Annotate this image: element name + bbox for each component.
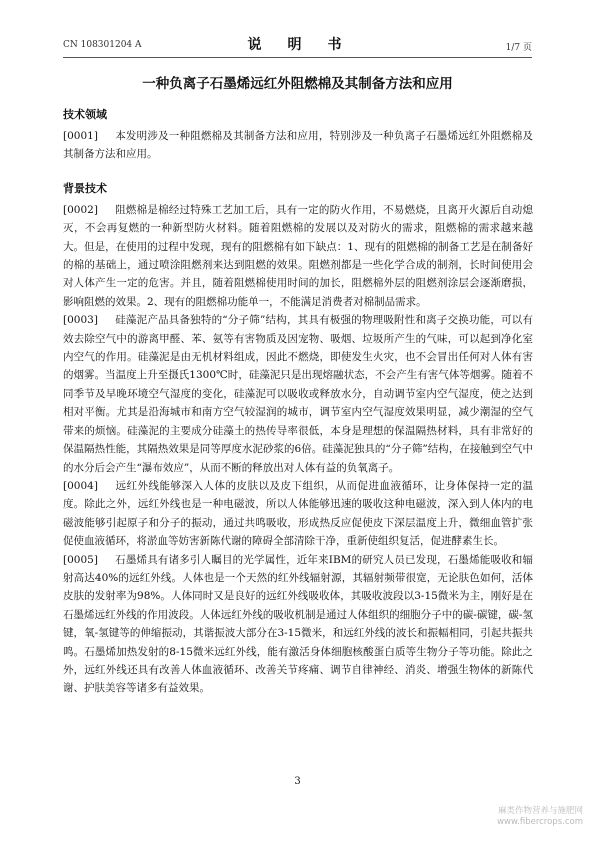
paragraph-number: [0004] bbox=[63, 479, 98, 492]
paragraph-text: 远红外线能够深入人体的皮肤以及皮下组织，从而促进血液循环，让身体保持一定的温度。除此之外，远红外线也是一种电磁波，所以人体能够迅速的吸收这种电磁波，深入到人体内的电磁波能够引起原子和分子的振动，通过共鸣吸收，形成热反应促使皮下深层温度上升，微细血管扩张促使血液循环，将淤血等妨害新陈代谢的障碍全部清除干净，重新使组织复活，促进酵素生长。 bbox=[63, 479, 533, 548]
paragraph-number: [0001] bbox=[63, 130, 98, 142]
paragraph-0001 bbox=[63, 127, 533, 164]
header-divider bbox=[63, 57, 532, 58]
paragraph-number: [0003] bbox=[63, 314, 98, 327]
page-indicator: 1/7 页 bbox=[505, 43, 532, 53]
paragraph-0004 bbox=[63, 477, 533, 551]
paragraph-number: [0005] bbox=[63, 553, 98, 566]
watermark bbox=[497, 806, 583, 828]
paragraph-text: 阻燃棉是棉经过特殊工艺加工后，具有一定的防火作用，不易燃烧，且离开火源后自动熄灭，不会再复燃的一种新型防火材料。随着阻燃棉的发展以及对防火的需求，阻燃棉的需求越来越大。但是，在使用的过程中发现，现有的阻燃棉有如下缺点：1、现有的阻燃棉的制备工艺是在制备好的棉的基础上，通过喷涂阻燃剂来达到阻燃的效果。阻燃剂都是一些化学合成的制剂，长时间使用会对人体产生一定的危害。并且，随着阻燃棉使用时间的加长，阻燃棉外层的阻燃剂涂层会逐渐磨损，影响阻燃的效果。2、现有的阻燃棉功能单一，不能满足消费者对棉制品需求。 bbox=[63, 203, 533, 308]
paragraph-0002 bbox=[63, 201, 533, 311]
paragraph-0003 bbox=[63, 311, 533, 477]
section-heading-technical-field: 技术领域 bbox=[63, 108, 107, 121]
paragraph-text: 本发明涉及一种阻燃棉及其制备方法和应用，特别涉及一种负离子石墨烯远红外阻燃棉及其制备方法和应用。 bbox=[63, 130, 533, 161]
paragraph-text: 硅藻泥产品具备独特的“分子筛”结构，其具有极强的物理吸附性和离子交换功能，可以有效去除空气中的游离甲醛、苯、氨等有害物质及因宠物、吸烟、垃圾所产生的气味，可以起到净化室内空气的作用。硅藻泥是由无机材料组成，因此不燃烧，即使发生火灾，也不会冒出任何对人体有害的烟雾。当温度上升至摄氏1300℃时，硅藻泥只是出现熔融状态，不会产生有害气体等烟雾。随着不同季节及早晚环境空气湿度的变化，硅藻泥可以吸收或释放水分，自动调节室内空气湿度，使之达到相对平衡。尤其是沿海城市和南方空气较湿润的城市，调节室内空气湿度效果明显，减少潮湿的空气带来的烦恼。硅藻泥的主要成分硅藻土的热传导率很低，本身是理想的保温隔热材料，具有非常好的保温隔热性能，其隔热效果是同等厚度水泥砂浆的6倍。硅藻泥独具的“分子筛”结构，在接触到空气中的水分后会产生“瀑布效应”，从而不断的释放出对人体有益的负氧离子。 bbox=[63, 314, 533, 474]
document-body bbox=[63, 107, 533, 698]
watermark-url: www.fibercrops.com bbox=[497, 817, 583, 827]
document-title: 一种负离子石墨烯远红外阻燃棉及其制备方法和应用 bbox=[142, 76, 453, 92]
paragraph-0005 bbox=[63, 551, 533, 698]
watermark-site-name: 麻类作物营养与施肥网 bbox=[497, 806, 583, 816]
document-type: 说 明 书 bbox=[247, 37, 348, 53]
patent-number: CN 108301204 A bbox=[63, 40, 142, 50]
paragraph-text: 石墨烯具有诸多引人瞩目的光学属性，近年来IBM的研究人员已发现，石墨烯能吸收和辐射高达40%的远红外线。人体也是一个天然的红外线辐射源，其辐射频带很宽，无论肤色如何，活体皮肤的发射率为98%。人体同时又是良好的远红外线吸收体，其吸收波段以3-15微米为主，刚好是在石墨烯远红外线的作用波段。人体远红外线的吸收机制是通过人体组织的细胞分子中的碳-碳键，碳-氢键，氧-氢键等的伸缩振动，其谐振波大部分在3-15微米，和远红外线的波长和振幅相同，引起共振共鸣。石墨烯加热发射的8-15微米远红外线，能有激活身体细胞核酸蛋白质等生物分子等功能。除此之外，远红外线还具有改善人体血液循环、改善关节疼痛、调节自律神经、消炎、增强生物体的新陈代谢、护肤美容等诸多有益效果。 bbox=[63, 553, 533, 695]
paragraph-number: [0002] bbox=[63, 203, 98, 216]
page-number: 3 bbox=[294, 776, 301, 787]
page-header bbox=[63, 34, 532, 54]
section-heading-background: 背景技术 bbox=[63, 181, 107, 195]
